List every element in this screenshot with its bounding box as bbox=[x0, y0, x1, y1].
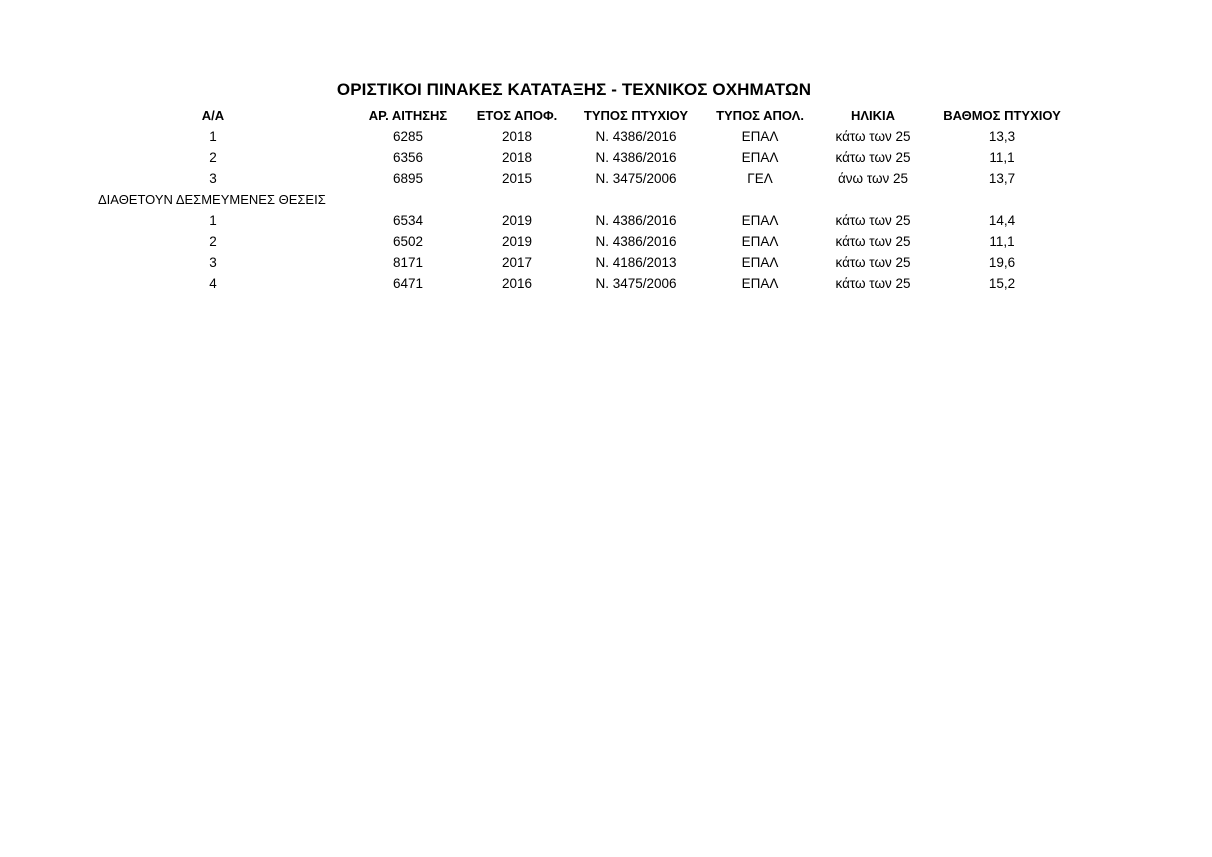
cell-degree-grade: 11,1 bbox=[989, 150, 1015, 165]
cell-degree-grade: 13,7 bbox=[988, 171, 1016, 186]
cell-application-number: 8171 bbox=[392, 255, 424, 270]
cell-diploma-type: ΕΠΑΛ bbox=[741, 213, 779, 228]
cell-age: κάτω των 25 bbox=[835, 234, 911, 249]
header-degree-grade: ΒΑΘΜΟΣ ΠΤΥΧΙΟΥ bbox=[943, 108, 1061, 123]
cell-graduation-year: 2019 bbox=[501, 213, 533, 228]
cell-aa: 1 bbox=[209, 213, 217, 228]
cell-graduation-year: 2019 bbox=[501, 234, 533, 249]
cell-application-number: 6285 bbox=[392, 129, 424, 144]
cell-degree-type: Ν. 4386/2016 bbox=[595, 213, 677, 228]
cell-degree-type: Ν. 4186/2013 bbox=[595, 255, 677, 270]
table-row bbox=[0, 147, 1212, 168]
header-diploma-type: ΤΥΠΟΣ ΑΠΟΛ. bbox=[716, 108, 804, 123]
cell-application-number: 6502 bbox=[392, 234, 424, 249]
cell-diploma-type: ΕΠΑΛ bbox=[741, 276, 779, 291]
cell-aa: 2 bbox=[209, 234, 217, 249]
cell-aa: 3 bbox=[209, 171, 217, 186]
cell-age: άνω των 25 bbox=[837, 171, 909, 186]
table-row bbox=[0, 231, 1212, 252]
ranking-table bbox=[0, 105, 1212, 294]
cell-diploma-type: ΕΠΑΛ bbox=[741, 234, 779, 249]
cell-degree-type: Ν. 4386/2016 bbox=[595, 234, 677, 249]
cell-graduation-year: 2015 bbox=[501, 171, 533, 186]
header-aa: Α/Α bbox=[201, 108, 225, 123]
cell-degree-type: Ν. 3475/2006 bbox=[595, 276, 677, 291]
cell-graduation-year: 2016 bbox=[501, 276, 533, 291]
cell-age: κάτω των 25 bbox=[835, 213, 911, 228]
cell-aa: 4 bbox=[209, 276, 217, 291]
cell-degree-grade: 19,6 bbox=[988, 255, 1016, 270]
cell-age: κάτω των 25 bbox=[835, 129, 911, 144]
cell-degree-grade: 14,4 bbox=[988, 213, 1016, 228]
header-application-number: ΑΡ. ΑΙΤΗΣΗΣ bbox=[368, 108, 448, 123]
cell-application-number: 6895 bbox=[392, 171, 424, 186]
cell-age: κάτω των 25 bbox=[835, 150, 911, 165]
table-row bbox=[0, 273, 1212, 294]
header-degree-type: ΤΥΠΟΣ ΠΤΥΧΙΟΥ bbox=[583, 108, 689, 123]
cell-degree-type: Ν. 3475/2006 bbox=[595, 171, 677, 186]
cell-diploma-type: ΕΠΑΛ bbox=[741, 150, 779, 165]
table-header-row bbox=[0, 105, 1212, 126]
cell-diploma-type: ΕΠΑΛ bbox=[741, 129, 779, 144]
table-row bbox=[0, 210, 1212, 231]
cell-degree-grade: 11,1 bbox=[989, 234, 1015, 249]
cell-graduation-year: 2018 bbox=[501, 129, 533, 144]
cell-age: κάτω των 25 bbox=[835, 276, 911, 291]
header-age: ΗΛΙΚΙΑ bbox=[850, 108, 896, 123]
cell-graduation-year: 2017 bbox=[501, 255, 533, 270]
cell-degree-grade: 13,3 bbox=[988, 129, 1016, 144]
section-row bbox=[0, 189, 1212, 210]
cell-degree-type: Ν. 4386/2016 bbox=[595, 150, 677, 165]
table-row bbox=[0, 126, 1212, 147]
cell-degree-grade: 15,2 bbox=[988, 276, 1016, 291]
table-row bbox=[0, 168, 1212, 189]
cell-application-number: 6356 bbox=[392, 150, 424, 165]
cell-aa: 1 bbox=[209, 129, 217, 144]
cell-graduation-year: 2018 bbox=[501, 150, 533, 165]
cell-age: κάτω των 25 bbox=[835, 255, 911, 270]
section-label-reserved: ΔΙΑΘΕΤΟΥΝ ΔΕΣΜΕΥΜΕΝΕΣ ΘΕΣΕΙΣ bbox=[98, 192, 326, 207]
header-graduation-year: ΕΤΟΣ ΑΠΟΦ. bbox=[476, 108, 558, 123]
cell-application-number: 6534 bbox=[392, 213, 424, 228]
cell-aa: 2 bbox=[209, 150, 217, 165]
cell-degree-type: Ν. 4386/2016 bbox=[595, 129, 677, 144]
cell-diploma-type: ΕΠΑΛ bbox=[741, 255, 779, 270]
cell-application-number: 6471 bbox=[392, 276, 424, 291]
table-row bbox=[0, 252, 1212, 273]
cell-diploma-type: ΓΕΛ bbox=[747, 171, 773, 186]
page-title: ΟΡΙΣΤΙΚΟΙ ΠΙΝΑΚΕΣ ΚΑΤΑΤΑΞΗΣ - ΤΕΧΝΙΚΟΣ ΟΧΗΜΑΤΩΝ bbox=[336, 80, 812, 99]
cell-aa: 3 bbox=[209, 255, 217, 270]
